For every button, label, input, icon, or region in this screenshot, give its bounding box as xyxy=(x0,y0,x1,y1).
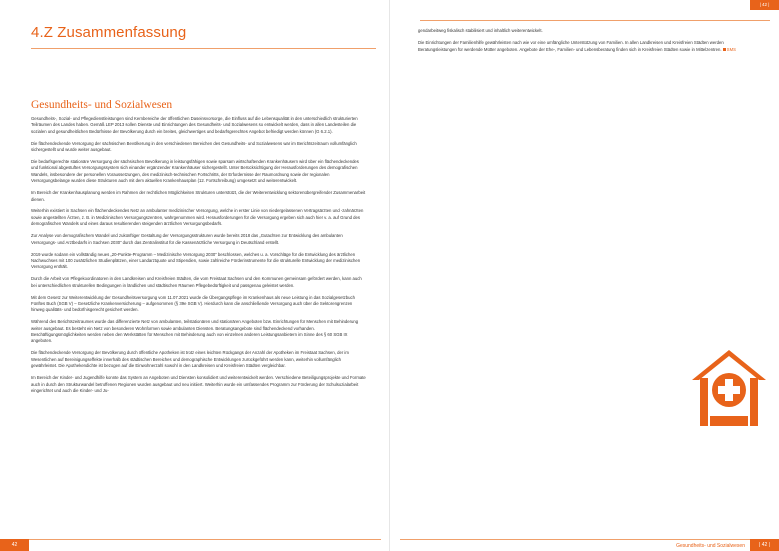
source-label: SMS xyxy=(726,46,736,52)
paragraph: Gesundheits-, Sozial- und Pflegedienstleistungen sind Kernbereiche der öffentlichen Daseinsvorsorge, die Einfluss auf die Lebensqualität in den unterschiedlich strukturierten Teilräumen des Landes haben. Gemäß LEP 2013 sollen Dienste und Einrichtungen des Gesundheits- und Sozialwesens so entwickelt werden, dass in allen Landesteilen die sozialen und gesundheitlichen Bedürfnisse der Bevölkerung durch ein breites, gleichwertiges und bedarfsgerechtes Angebot befriedigt werden können (G 6.2.1). xyxy=(31,116,358,134)
body-text xyxy=(31,116,366,400)
right-body-text xyxy=(418,28,748,59)
paragraph: Im Bereich der Krankenhausplanung werden im Rahmen der rechtlichen Möglichkeiten Strukturen unterstützt, die der Weiterentwicklung sektorenübergreifender Zusammenarbeit dienen. xyxy=(31,190,366,202)
header-page-number: | 42 | xyxy=(750,0,779,10)
chapter-title: 4.Z Zusammenfassung xyxy=(31,24,187,41)
paragraph: Die bedarfsgerechte stationäre Versorgung der sächsischen Bevölkerung in leistungsfähigen sowie sparsam wirtschaftenden Krankenhäusern wird über ein flächendeckendes und funktional abgestuftes Versorgungssystem sich einander ergänzender Krankenhäuser sichergestellt. Unter Berücksichtigung der Herausforderungen des demografischen Wandels, insbesondere der personellen Voraussetzungen, des medizinisch-technischen Fortschritts, der Erfordernisse der Raumordnung sowie der regionalen Versorgungsbelange wurden diese Strukturen auch mit dem aktuellen Krankenhausplan (12. Fortschreibung) umgesetzt und weiterentwickelt. xyxy=(31,159,359,184)
paragraph: gendarbeitweg fiskalisch stabilisiert und inhaltlich weiterentwickelt. xyxy=(418,28,543,33)
header-rule xyxy=(420,20,770,21)
left-page xyxy=(0,0,389,551)
paragraph: Weiterhin existiert in Sachsen ein flächendeckendes Netz an ambulanter medizinischer Versorgung, welche in erster Linie von niedergelassenen Vertragsärzten und -zahnärzten sowie angestellten Ärzten, z. B. in Medizinischen Versorgungszentren, wahrgenommen wird. Herausforderungen für die Versorgung ergeben sich auch hier v. a. auf Grund des demografischen Wandels und eines daraus resultierenden steigenden ärztlichen Versorgungsbedarfs. xyxy=(31,208,364,227)
chapter-title-rule xyxy=(31,48,376,49)
footer-section-title: Gesundheits- und Sozialwesen xyxy=(676,543,745,549)
source-tag xyxy=(723,47,736,52)
paragraph: Zur Analyse von demografischem Wandel und zukünftiger Gestaltung der Versorgungsstrukturen wurde bereits 2018 das „Gutachten zur Entwicklung des ambulanten Versorgungs- und Arztbedarfs in Sachsen 2030“ durch das Zentralinstitut für die Kassenärztliche Versorgung in Deutschland erstellt. xyxy=(31,233,343,245)
right-page xyxy=(390,0,779,551)
paragraph: Die flächendeckende Versorgung der sächsischen Bevölkerung in den verschiedenen Bereichen des Gesundheits- und Sozialwesens war im Berichtszeitraum vollumfänglich sichergestellt und wurde weiter ausgebaut. xyxy=(31,140,357,153)
paragraph: 2019 wurde sodann ein vollständig neues „20-Punkte-Programm – Medizinische Versorgung 2030“ beschlossen, welches u. a. Vorschläge für die Entwicklung des ärztlichen Nachwuchses mit 100 zusätzlichen Studienplätzen, einer Landarztquote und Stipendien, sowie zahlreiche Förderinstrumente für die strukturelle Entwicklung der medizinischen Versorgung enthält. xyxy=(31,251,361,270)
page-number: | 42 | xyxy=(750,539,779,551)
paragraph: Während des Berichtszeitraumes wurde das differenzierte Netz von ambulanten, teilstationären und stationären Angeboten bzw. Einrichtungen für Menschen mit Behinderung weiter ausgebaut. Es besteht ein Netz von besonderen Wohnformen sowie ambulanten Diensten. Beratungsangebote sind flächendeckend vorhanden. Beschäftigungsmöglichkeiten werden neben den Werkstätten für Menschen mit Behinderung auch von einzelnen anderen Leistungsanbietern im Sinne des § 60 SGB IX angeboten. xyxy=(31,319,359,344)
paragraph: Durch die Arbeit von Pflegekoordinatoren in den Landkreisen und Kreisfreien Städten, die vom Freistaat Sachsen und den Kommunen gemeinsam gefördert werden, kann auch bei unterschiedlichen strukturellen Bedingungen in ländlichen und städtischen Räumen Pflegebedürftigkeit und passgenau geleistet werden. xyxy=(31,276,362,288)
paragraph: Mit dem Gesetz zur Weiterentwicklung der Gesundheitsversorgung vom 11.07.2021 wurde die Übergangspflege im Krankenhaus als neue Leistung in das Sozialgesetzbuch Fünftes Buch (SGB V) – Gesetzliche Krankenversicherung – aufgenommen (§ 39e SGB V). Hierdurch kann die anschließende Versorgung auch über die Sektorengrenzen hinweg qualitäts- und bedürfnisgerecht gesichert werden. xyxy=(31,294,355,313)
source-square-icon xyxy=(723,48,726,51)
footer-rule xyxy=(29,539,381,540)
paragraph-text: Die Einrichtungen der Familienhilfe gewährleisten nach wie vor eine umfängliche Unterstützung von Familien. In allen Landkreisen und Kreisfreien Städten werden Beratungsleistungen für werdende Mütter angeboten. Angebote der Ehe-, Familien- und Lebensberatung finden sich in Kreisfreien Städten sowie in Mittelzentren. xyxy=(418,40,724,52)
paragraph: Die flächendeckende Versorgung der Bevölkerung durch öffentliche Apotheken ist trotz eines leichten Rückgangs der Anzahl der Apotheken im Freistaat Sachsen, der im Wesentlichen auf Bereinigungseffekte innerhalb des städtischen Bereiches und demographische Entwicklungen zurückgeführt werden kann, weiterhin vollumfänglich gewährleistet. Die Apothekendichte ist bezogen auf die Einwohnerzahl sowohl in den Landkreisen und Kreisfreien Städten vergleichbar. xyxy=(31,350,349,369)
paragraph xyxy=(418,40,748,53)
footer-rule xyxy=(400,539,750,540)
paragraph: Im Bereich der Kinder- und Jugendhilfe konnte das System an Angeboten und Diensten konsolidiert und weiterentwickelt werden. Verschiedene Beteiligungsprojekte und Formate auch in durch den Strukturwandel betroffenen Regionen wurden ausgebaut und neu initiiert. Weiterhin wurde ein umfassendes Programm zur Förderung der Schulsozialarbeit eingerichtet und auch die Kinder- und Ju- xyxy=(31,375,366,393)
section-title: Gesundheits- und Sozialwesen xyxy=(31,99,173,111)
house-with-medical-cross-icon xyxy=(690,346,768,432)
page-number: 42 xyxy=(0,539,29,551)
